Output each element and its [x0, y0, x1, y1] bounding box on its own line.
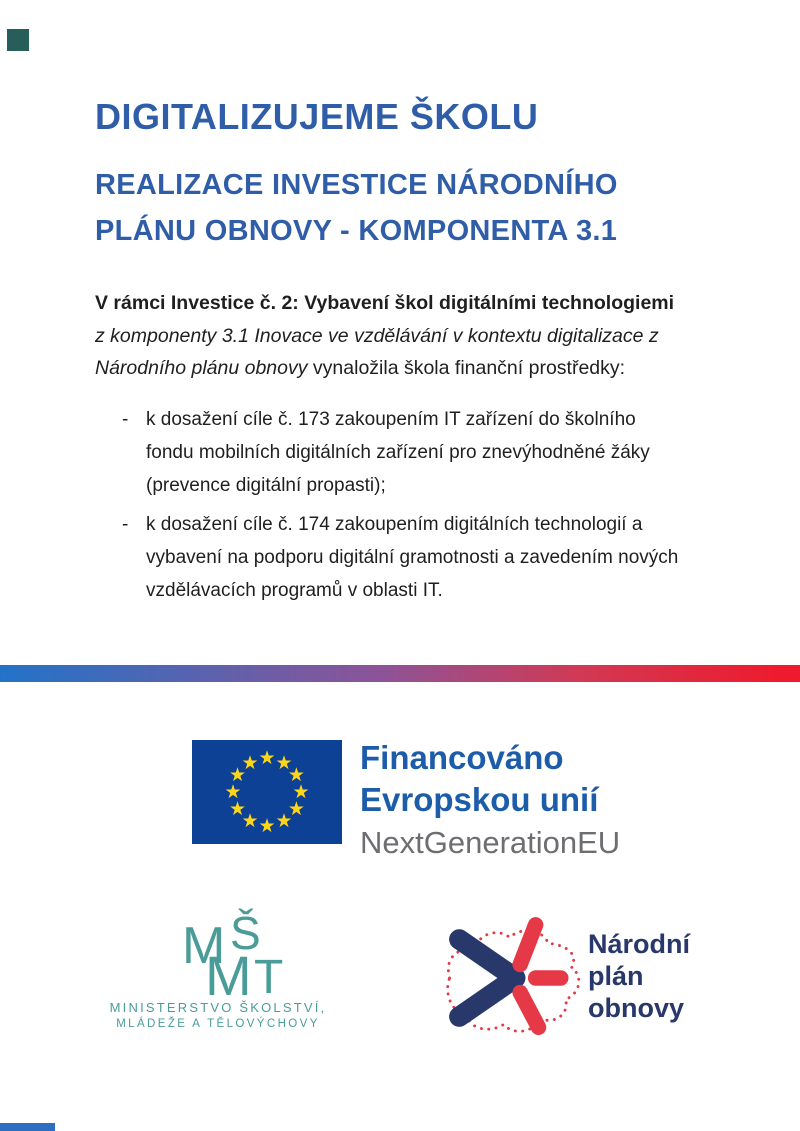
- page-title: DIGITALIZUJEME ŠKOLU: [95, 96, 539, 137]
- eu-star-icon: ★: [287, 765, 305, 786]
- bullet-dash: -: [122, 409, 129, 430]
- npo-wordmark: [588, 928, 690, 1024]
- eu-star-icon: ★: [241, 811, 259, 833]
- msmt-caption-line1: MINISTERSTVO ŠKOLSTVÍ,: [109, 1000, 327, 1015]
- intro-line-bold: V rámci Investice č. 2: Vybavení škol digitálními technologiemi: [95, 292, 675, 314]
- eu-funding-line2: Evropskou unií: [360, 781, 599, 818]
- eu-star-icon: ★: [275, 752, 293, 774]
- msmt-letter-m2: M: [205, 944, 252, 1007]
- list-item: [122, 403, 686, 502]
- eu-star-icon: ★: [275, 811, 293, 833]
- eu-star-icon: ★: [224, 782, 242, 803]
- eu-star-icon: ★: [258, 816, 276, 837]
- eu-star-icon: ★: [229, 765, 247, 786]
- bullet-text: k dosažení cíle č. 174 zakoupením digitálních technologií a vybavení na podporu digitální gramotnosti a zavedením nových vzdělávacích programů v oblasti IT.: [146, 514, 679, 601]
- msmt-monogram-icon: [150, 907, 310, 1008]
- eu-flag-icon: [192, 740, 342, 844]
- eu-funding-block: [360, 737, 620, 865]
- npo-line2: plán: [588, 961, 644, 991]
- msmt-letter-t: T: [254, 951, 284, 1004]
- page-subtitle-line2: PLÁNU OBNOVY - KOMPONENTA 3.1: [95, 215, 618, 247]
- eu-funding-line1: Financováno: [360, 739, 564, 776]
- msmt-letter-m1: M: [182, 917, 226, 975]
- intro-normal-fragment: vynaložila škola finanční prostředky:: [307, 357, 626, 379]
- npo-line3: obnovy: [588, 993, 685, 1023]
- bullet-text: k dosažení cíle č. 173 zakoupením IT zařízení do školního fondu mobilních digitálních zařízení pro znevýhodněné žáky (prevence digitální propasti);: [146, 409, 650, 496]
- intro-italic-fragment: Národního plánu obnovy: [95, 357, 308, 379]
- intro-line-mixed: [95, 352, 674, 385]
- eu-star-icon: ★: [229, 799, 247, 820]
- intro-line-italic: z komponenty 3.1 Inovace ve vzdělávání v kontextu digitalizace z: [95, 324, 659, 347]
- msmt-caption-line2: MLÁDEŽE A TĚLOVÝCHOVY: [116, 1018, 320, 1030]
- eu-star-icon: ★: [241, 752, 259, 774]
- eu-star-icon: ★: [287, 799, 305, 820]
- npo-line1: Národní: [588, 929, 691, 959]
- corner-mark: [7, 29, 29, 51]
- npo-arrow-icon: [438, 916, 583, 1041]
- eu-star-icon: ★: [292, 782, 310, 803]
- bullet-dash: -: [122, 514, 129, 535]
- bottom-bar-fragment: [0, 1123, 55, 1131]
- list-item: [122, 508, 686, 607]
- page-subtitle-line1: REALIZACE INVESTICE NÁRODNÍHO: [95, 169, 618, 201]
- eu-gradient-divider: [0, 665, 800, 682]
- intro-paragraph: [95, 287, 674, 385]
- msmt-letter-s: Š: [230, 907, 261, 959]
- eu-star-icon: ★: [258, 748, 276, 769]
- bullet-list: [122, 403, 686, 613]
- nextgeneration-label: NextGenerationEU: [360, 825, 621, 860]
